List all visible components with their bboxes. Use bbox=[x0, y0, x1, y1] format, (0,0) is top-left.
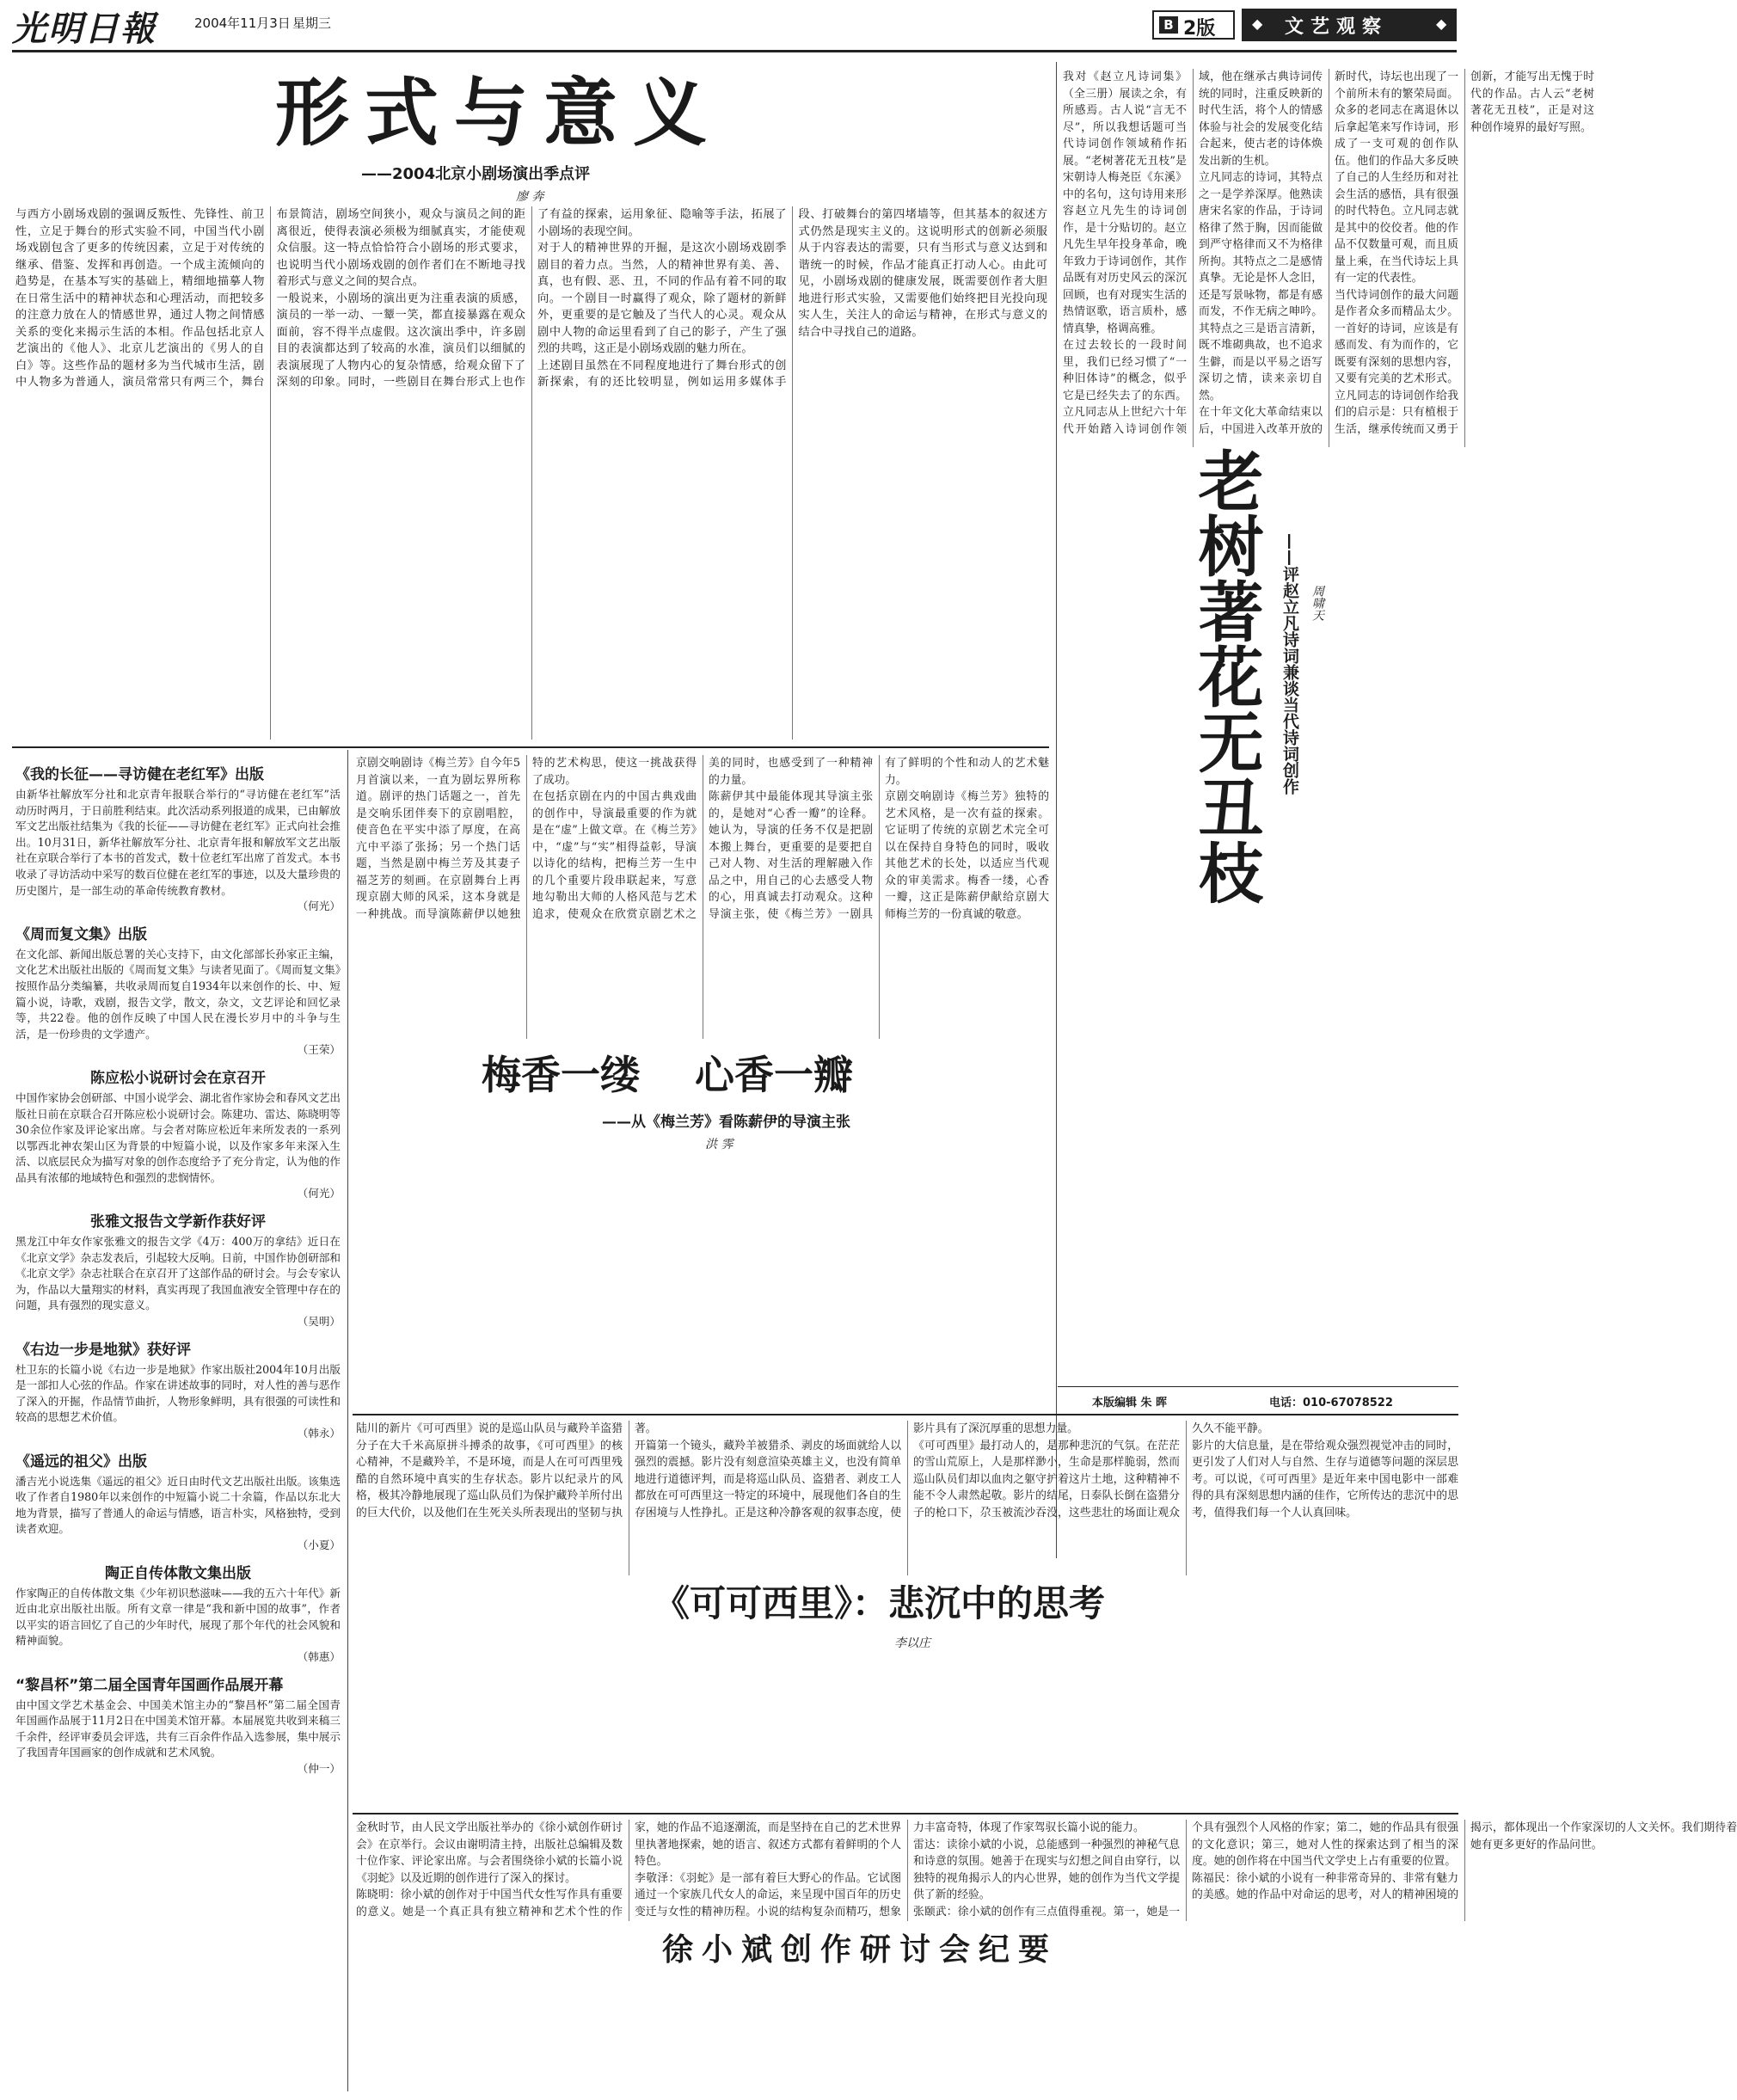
issue-weekday: 星期三 bbox=[292, 15, 332, 31]
brief-body: 作家陶正的自传体散文集《少年初识愁滋味——我的五六十年代》新近由北京出版社出版。所有文章一律是“我和新中国的故事”，作者以平实的语言回忆了自己的少年时代，展现了那个年代的社会风貌和精神面貌。 bbox=[15, 1586, 341, 1648]
section-box bbox=[1242, 9, 1457, 41]
briefs-column bbox=[15, 755, 341, 2090]
brief-item bbox=[15, 1065, 341, 1202]
article3-subtitle: ——从《梅兰芳》看陈薪伊的导演主张 bbox=[602, 1114, 850, 1131]
brief-body: 杜卫东的长篇小说《右边一步是地狱》作家出版社2004年10月出版是一部扣人心弦的作品。作家在讲述故事的同时，对人性的善与恶作了深入的开掘，作品情节曲折，人物形象鲜明，具有很强的可读性和较高的思想艺术价值。 bbox=[15, 1362, 341, 1424]
brief-title: 陶正自传体散文集出版 bbox=[105, 1564, 251, 1582]
brief-source: （小夏） bbox=[297, 1538, 341, 1551]
brief-item bbox=[15, 1561, 341, 1666]
brief-item bbox=[15, 922, 341, 1059]
article1-title: 形式与意义 bbox=[275, 71, 722, 157]
article4-title: 《可可西里》：悲沉中的思考 bbox=[654, 1582, 1106, 1624]
brief-body: 由新华社解放军分社和北京青年报联合举行的“寻访健在老红军”活动历时两月，于日前胜利结束。此次活动系列报道的成果，已由解放军文艺出版社结集为《我的长征——寻访健在老红军》正式向社会推出。10月31日，新华社解放军分社、北京青年报和解放军文艺出版社在京联合举行了本书的首发式，数十位老红军出席了首发式。本书收录了寻访活动中采写的数百位健在老红军的事迹，以及大量珍贵的历史图片，是一部生动的革命传统教育教材。 bbox=[15, 788, 341, 897]
brief-title: 陈应松小说研讨会在京召开 bbox=[90, 1069, 266, 1087]
rule-f bbox=[353, 1813, 1458, 1814]
brief-source: （吴明） bbox=[297, 1315, 341, 1329]
article4-author: 李以庄 bbox=[894, 1636, 930, 1650]
brief-title: 《我的长征——寻访健在老红军》出版 bbox=[15, 766, 264, 783]
section-name: 文艺观察 bbox=[1285, 16, 1389, 38]
brief-item bbox=[15, 1449, 341, 1554]
section-dot-icon: ◆ bbox=[1436, 15, 1447, 32]
rule-b bbox=[1056, 62, 1057, 1558]
brief-title: “黎昌杯”第二届全国青年国画作品展开幕 bbox=[15, 1676, 284, 1694]
rule-a bbox=[12, 746, 1049, 748]
brief-body: 在文化部、新闻出版总署的关心支持下，由文化部部长孙家正主编，文化艺术出版社出版的《周而复文集》与读者见面了。《周而复文集》按照作品分类编纂，共收录周而复自1934年以来创作的长、中、短篇小说，诗歌，戏剧，报告文学，散文，杂文，文艺评论和回忆录等，共22卷。他的创作反映了中国人民在漫长岁月中的斗争与生活，是一份珍贵的文学遗产。 bbox=[15, 947, 341, 1041]
masthead-rule bbox=[12, 50, 1457, 52]
brief-item bbox=[15, 1337, 341, 1442]
article2-body-lower bbox=[1063, 929, 1458, 1393]
editor-name: 本版编辑 朱 晖 bbox=[1092, 1397, 1168, 1409]
brief-source: （仲一） bbox=[297, 1761, 341, 1775]
issue-date: 2004年11月3日 bbox=[194, 15, 291, 31]
brief-source: （王荣） bbox=[297, 1043, 341, 1057]
article1-body: 与西方小剧场戏剧的强调反叛性、先锋性、前卫性，立足于舞台的形式实验不同，中国当代小剧场戏剧包含了更多的传统因素，立足于对传统的继承、借鉴、发挥和再创造。一个成主流倾向的趋势是，在基本写实的基础上，精细地描摹人物在日常生活中的精神状态和心理活动，而把较多的注意力放在人的情感世界，通过人物之间情感关系的变化来揭示生活的本相。作品包括北京人艺演出的《他人》、北京儿艺演出的《男人的自白》等。这些作品的题材多为当代城市生活，剧中人物多为普通人，演员常常只有两三个，舞台布景简洁，剧场空间狭小，观众与演员之间的距离很近，使得表演必须极为细腻真实，才能使观众信服。这一特点恰恰符合小剧场的形式要求，也说明当代小剧场戏剧的创作者们在不断地寻找着形式与意义之间的契合点。 一般说来，小剧场的演出更为注重表演的质感，演员的一举一动、一颦一笑，都直接暴露在观众面前，容不得半点虚假。这次演出季中，许多剧目的表演都达到了较高的水准，演员们以细腻的表演展现了人物内心的复杂情感，给观众留下了深刻的印象。同时，一些剧目在舞台形式上也作了有益的探索，运用象征、隐喻等手法，拓展了小剧场的表现空间。 对于人的精神世界的开掘，是这次小剧场戏剧季剧目的着力点。当然，人的精神世界有美、善、真，也有假、恶、丑，不同的作品有着不同的取向。一个剧目一时赢得了观众，除了题材的新鲜外，更重要的是它触及了当代人的心灵。观众从剧中人物的命运里看到了自己的影子，产生了强烈的共鸣，这正是小剧场戏剧的魅力所在。 上述剧目虽然在不同程度地进行了舞台形式的创新探索，有的还比较明显，例如运用多媒体手段、打破舞台的第四堵墙等，但其基本的叙述方式仍然是现实主义的。这说明形式的创新必须服从于内容表达的需要，只有当形式与意义达到和谐统一的时候，作品才能真正打动人心。由此可见，小剧场戏剧的健康发展，既需要创作者大胆地进行形式实验，又需要他们始终把目光投向现实人生，关注人的命运与精神，在形式与意义的结合中寻找自己的道路。 bbox=[15, 208, 1047, 389]
rule-c bbox=[1058, 1386, 1458, 1387]
article5-title: 徐小斌创作研讨会纪要 bbox=[662, 1932, 1059, 1968]
brief-title: 《周而复文集》出版 bbox=[15, 925, 147, 943]
article1-author: 廖 奔 bbox=[516, 190, 544, 204]
article3-body: 京剧交响剧诗《梅兰芳》自今年5月首演以来，一直为剧坛界所称道。剧评的热门话题之一，首先是交响乐团伴奏下的京剧唱腔，使音色在平实中添了厚度，在高亢中平添了张扬；另一个热门话题，当然是剧中梅兰芳及其妻子福芝芳的刻画。在京剧舞台上再现京剧大师的风采，这本身就是一种挑战。而导演陈薪伊以她独特的艺术构思，使这一挑战获得了成功。 在包括京剧在内的中国古典戏曲的创作中，导演最重要的作为就是在“虚”上做文章。在《梅兰芳》中，“虚”与“实”相得益彰，导演以诗化的结构，把梅兰芳一生中的几个重要片段串联起来，写意地勾勒出大师的人格风范与艺术追求，使观众在欣赏京剧艺术之美的同时，也感受到了一种精神的力量。 陈薪伊其中最能体现其导演主张的，是她对“心香一瓣”的诠释。她认为，导演的任务不仅是把剧本搬上舞台，更重要的是要把自己对人物、对生活的理解融入作品之中，用自己的心去感受人物的心，用真诚去打动观众。这种导演主张，使《梅兰芳》一剧具有了鲜明的个性和动人的艺术魅力。 京剧交响剧诗《梅兰芳》独特的艺术风格，是一次有益的探索。它证明了传统的京剧艺术完全可以在保持自身特色的同时，吸收其他艺术的长处，以适应当代观众的审美需求。梅香一缕，心香一瓣，这正是陈薪伊献给京剧大师梅兰芳的一份真诚的敬意。 bbox=[356, 757, 1049, 921]
brief-source: （韩永） bbox=[297, 1427, 341, 1440]
article3-author: 洪 霁 bbox=[705, 1138, 733, 1151]
brief-body: 中国作家协会创研部、中国小说学会、湖北省作家协会和春风文艺出版社日前在京联合召开陈应松小说研讨会。陈建功、雷达、陈晓明等30余位作家及评论家出席。与会者对陈应松近年来所发表的一系列以鄂西北神农架山区为背景的中短篇小说，以及作家多年来深入生活、以底层民众为描写对象的创作态度给予了充分肯定，认为他的作品具有浓郁的地域特色和强烈的悲悯情怀。 bbox=[15, 1090, 341, 1184]
brief-source: （韩惠） bbox=[297, 1649, 341, 1663]
article4-body-lower bbox=[356, 1660, 1458, 1806]
masthead bbox=[0, 0, 1469, 50]
brief-body: 潘吉光小说选集《遥远的祖父》近日由时代文艺出版社出版。该集选收了作者自1980年以来创作的中短篇小说二十余篇，作品以东北大地为背景，描写了普通人的命运与情感，语言朴实，风格独特，受到读者欢迎。 bbox=[15, 1474, 341, 1536]
article3-body-lower bbox=[356, 1159, 1049, 1409]
editor-phone: 电话：010-67078522 bbox=[1269, 1397, 1393, 1409]
article1-subtitle: ——2004北京小剧场演出季点评 bbox=[361, 165, 591, 183]
brief-body: 由中国文学艺术基金会、中国美术馆主办的“黎昌杯”第二届全国青年国画作品展于11月2日在中国美术馆开幕。本届展览共收到来稿三千余件，经评审委员会评选，共有三百余件作品入选参展，集中展示了我国青年国画家的创作成就和艺术风貌。 bbox=[15, 1698, 341, 1759]
brief-item bbox=[15, 1209, 341, 1330]
newspaper-logo: 光明日報 bbox=[12, 9, 157, 49]
page-number-box bbox=[1152, 10, 1235, 40]
article2-title: 老树著花无丑枝 bbox=[1188, 447, 1264, 905]
article2-body: 我对《赵立凡诗词集》（全三册）展读之余，有所感焉。古人说“言无不尽”，所以我想话题可当代诗词创作领域稍作拓展。“老树著花无丑枝”是宋朝诗人梅尧臣《东溪》中的名句，这句诗用来形容赵立凡先生的诗词创作，是十分贴切的。赵立凡先生早年投身革命，晚年致力于诗词创作，其作品既有对历史风云的深沉回顾，也有对现实生活的热情讴歌，语言质朴，感情真挚，格调高雅。 在过去较长的一段时间里，我们已经习惯了“一种旧体诗”的概念，似乎它是已经失去了的东西。立凡同志从上世纪六十年代开始踏入诗词创作领域，他在继承古典诗词传统的同时，注重反映新的时代生活，将个人的情感体验与社会的发展变化结合起来，使古老的诗体焕发出新的生机。 立凡同志的诗词，其特点之一是学养深厚。他熟读唐宋名家的作品，于诗词格律了然于胸，因而能做到严守格律而又不为格律所拘。其特点之二是感情真挚。无论是怀人念旧，还是写景咏物，都是有感而发，不作无病之呻吟。其特点之三是语言清新，既不堆砌典故，也不追求生僻，而是以平易之语写深切之情，读来亲切自然。 在十年文化大革命结束以后，中国进入改革开放的新时代，诗坛也出现了一个前所未有的繁荣局面。众多的老同志在离退休以后拿起笔来写作诗词，形成了一支可观的创作队伍。他们的作品大多反映了自己的人生经历和对社会生活的感悟，具有很强的时代特色。立凡同志就是其中的佼佼者。他的作品不仅数量可观，而且质量上乘，在当代诗坛上具有一定的代表性。 当代诗词创作的最大问题是作者众多而精品太少。一首好的诗词，应该是有感而发、有为而作的，它既要有深刻的思想内容，又要有完美的艺术形式。立凡同志的诗词创作给我们的启示是：只有植根于生活，继承传统而又勇于创新，才能写出无愧于时代的作品。古人云“老树著花无丑枝”，正是对这种创作境界的最好写照。 bbox=[1063, 71, 1594, 436]
brief-source: （何光） bbox=[297, 1187, 341, 1200]
article2-author: 周啸天 bbox=[1310, 585, 1324, 621]
page-number: 2版 bbox=[1183, 18, 1216, 40]
article5-body-lower bbox=[356, 1978, 1458, 2091]
rule-d bbox=[353, 1414, 1458, 1415]
article3-title: 梅香一缕 心香一瓣 bbox=[482, 1052, 854, 1098]
article4-body: 陆川的新片《可可西里》说的是巡山队员与藏羚羊盗猎分子在大千米高原拼斗搏杀的故事，《可可西里》的核心精神，不是藏羚羊，不是环境，而是人在可可西里残酷的自然环境中真实的生存状态。影片以纪录片的风格，极其冷静地展现了巡山队员们为保护藏羚羊所付出的巨大代价，以及他们在生死关头所表现出的坚韧与执著。 开篇第一个镜头，藏羚羊被猎杀、剥皮的场面就给人以强烈的震撼。影片没有刻意渲染英雄主义，也没有简单地进行道德评判，而是将巡山队员、盗猎者、剥皮工人都放在可可西里这一特定的环境中，展现他们各自的生存困境与人性挣扎。正是这种冷静客观的叙事态度，使影片具有了深沉厚重的思想力量。 《可可西里》最打动人的，是那种悲沉的气氛。在茫茫的雪山荒原上，人是那样渺小，生命是那样脆弱，然而巡山队员们却以血肉之躯守护着这片土地，这种精神不能不令人肃然起敬。影片的结尾，日泰队长倒在盗猎分子的枪口下，尕玉被流沙吞没，这些悲壮的场面让观众久久不能平静。 影片的大信息量，是在带给观众强烈视觉冲击的同时，更引发了人们对人与自然、生存与道德等问题的深层思考。可以说，《可可西里》是近年来中国电影中一部难得的具有深刻思想内涵的佳作，它所传达的悲沉中的思考，值得我们每一个人认真回味。 bbox=[356, 1422, 1458, 1520]
brief-title: 张雅文报告文学新作获好评 bbox=[90, 1213, 266, 1231]
brief-item bbox=[15, 762, 341, 915]
brief-source: （何光） bbox=[297, 900, 341, 913]
brief-title: 《右边一步是地狱》获好评 bbox=[15, 1341, 191, 1359]
article2-subtitle: ——评赵立凡诗词兼谈当代诗词创作 bbox=[1280, 533, 1299, 795]
article5-body: 金秋时节，由人民文学出版社举办的《徐小斌创作研讨会》在京举行。会议由谢明清主持，出版社总编辑及数十位作家、评论家出席。与会者围绕徐小斌的长篇小说《羽蛇》以及近期的创作进行了深入的探讨。 陈晓明：徐小斌的创作对于中国当代女性写作具有重要的意义。她是一个真正具有独立精神和艺术个性的作家，她的作品不追逐潮流，而是坚持在自己的艺术世界里执著地探索，她的语言、叙述方式都有着鲜明的个人特色。 李敬泽：《羽蛇》是一部有着巨大野心的作品。它试图通过一个家族几代女人的命运，来呈现中国百年的历史变迁与女性的精神历程。小说的结构复杂而精巧，想象力丰富奇特，体现了作家驾驭长篇小说的能力。 雷达：读徐小斌的小说，总能感到一种强烈的神秘气息和诗意的氛围。她善于在现实与幻想之间自由穿行，以独特的视角揭示人的内心世界，她的创作为当代文学提供了新的经验。 张颐武：徐小斌的创作有三点值得重视。第一，她是一个具有强烈个人风格的作家；第二，她的作品具有很强的文化意识；第三，她对人性的探索达到了相当的深度。她的创作将在中国当代文学史上占有重要的位置。 陈福民：徐小斌的小说有一种非常奇异的、非常有魅力的美感。她的作品中对命运的思考，对人的精神困境的揭示，都体现出一个作家深切的人文关怀。我们期待着她有更多更好的作品问世。 bbox=[356, 1821, 1737, 1919]
brief-title: 《遥远的祖父》出版 bbox=[15, 1452, 147, 1471]
brief-item bbox=[15, 1673, 341, 1778]
section-dot-icon: ◆ bbox=[1252, 15, 1263, 32]
page-letter: B bbox=[1159, 16, 1178, 34]
brief-body: 黑龙江中年女作家张雅文的报告文学《4万：400万的拿结》近日在《北京文学》杂志发表后，引起较大反响。日前，中国作协创研部和《北京文学》杂志社联合在京召开了这部作品的研讨会。与会专家认为，作品以大量翔实的材料，真实再现了我国血液安全管理中存在的问题，具有强烈的现实意义。 bbox=[15, 1235, 341, 1312]
rule-e bbox=[347, 750, 348, 2091]
